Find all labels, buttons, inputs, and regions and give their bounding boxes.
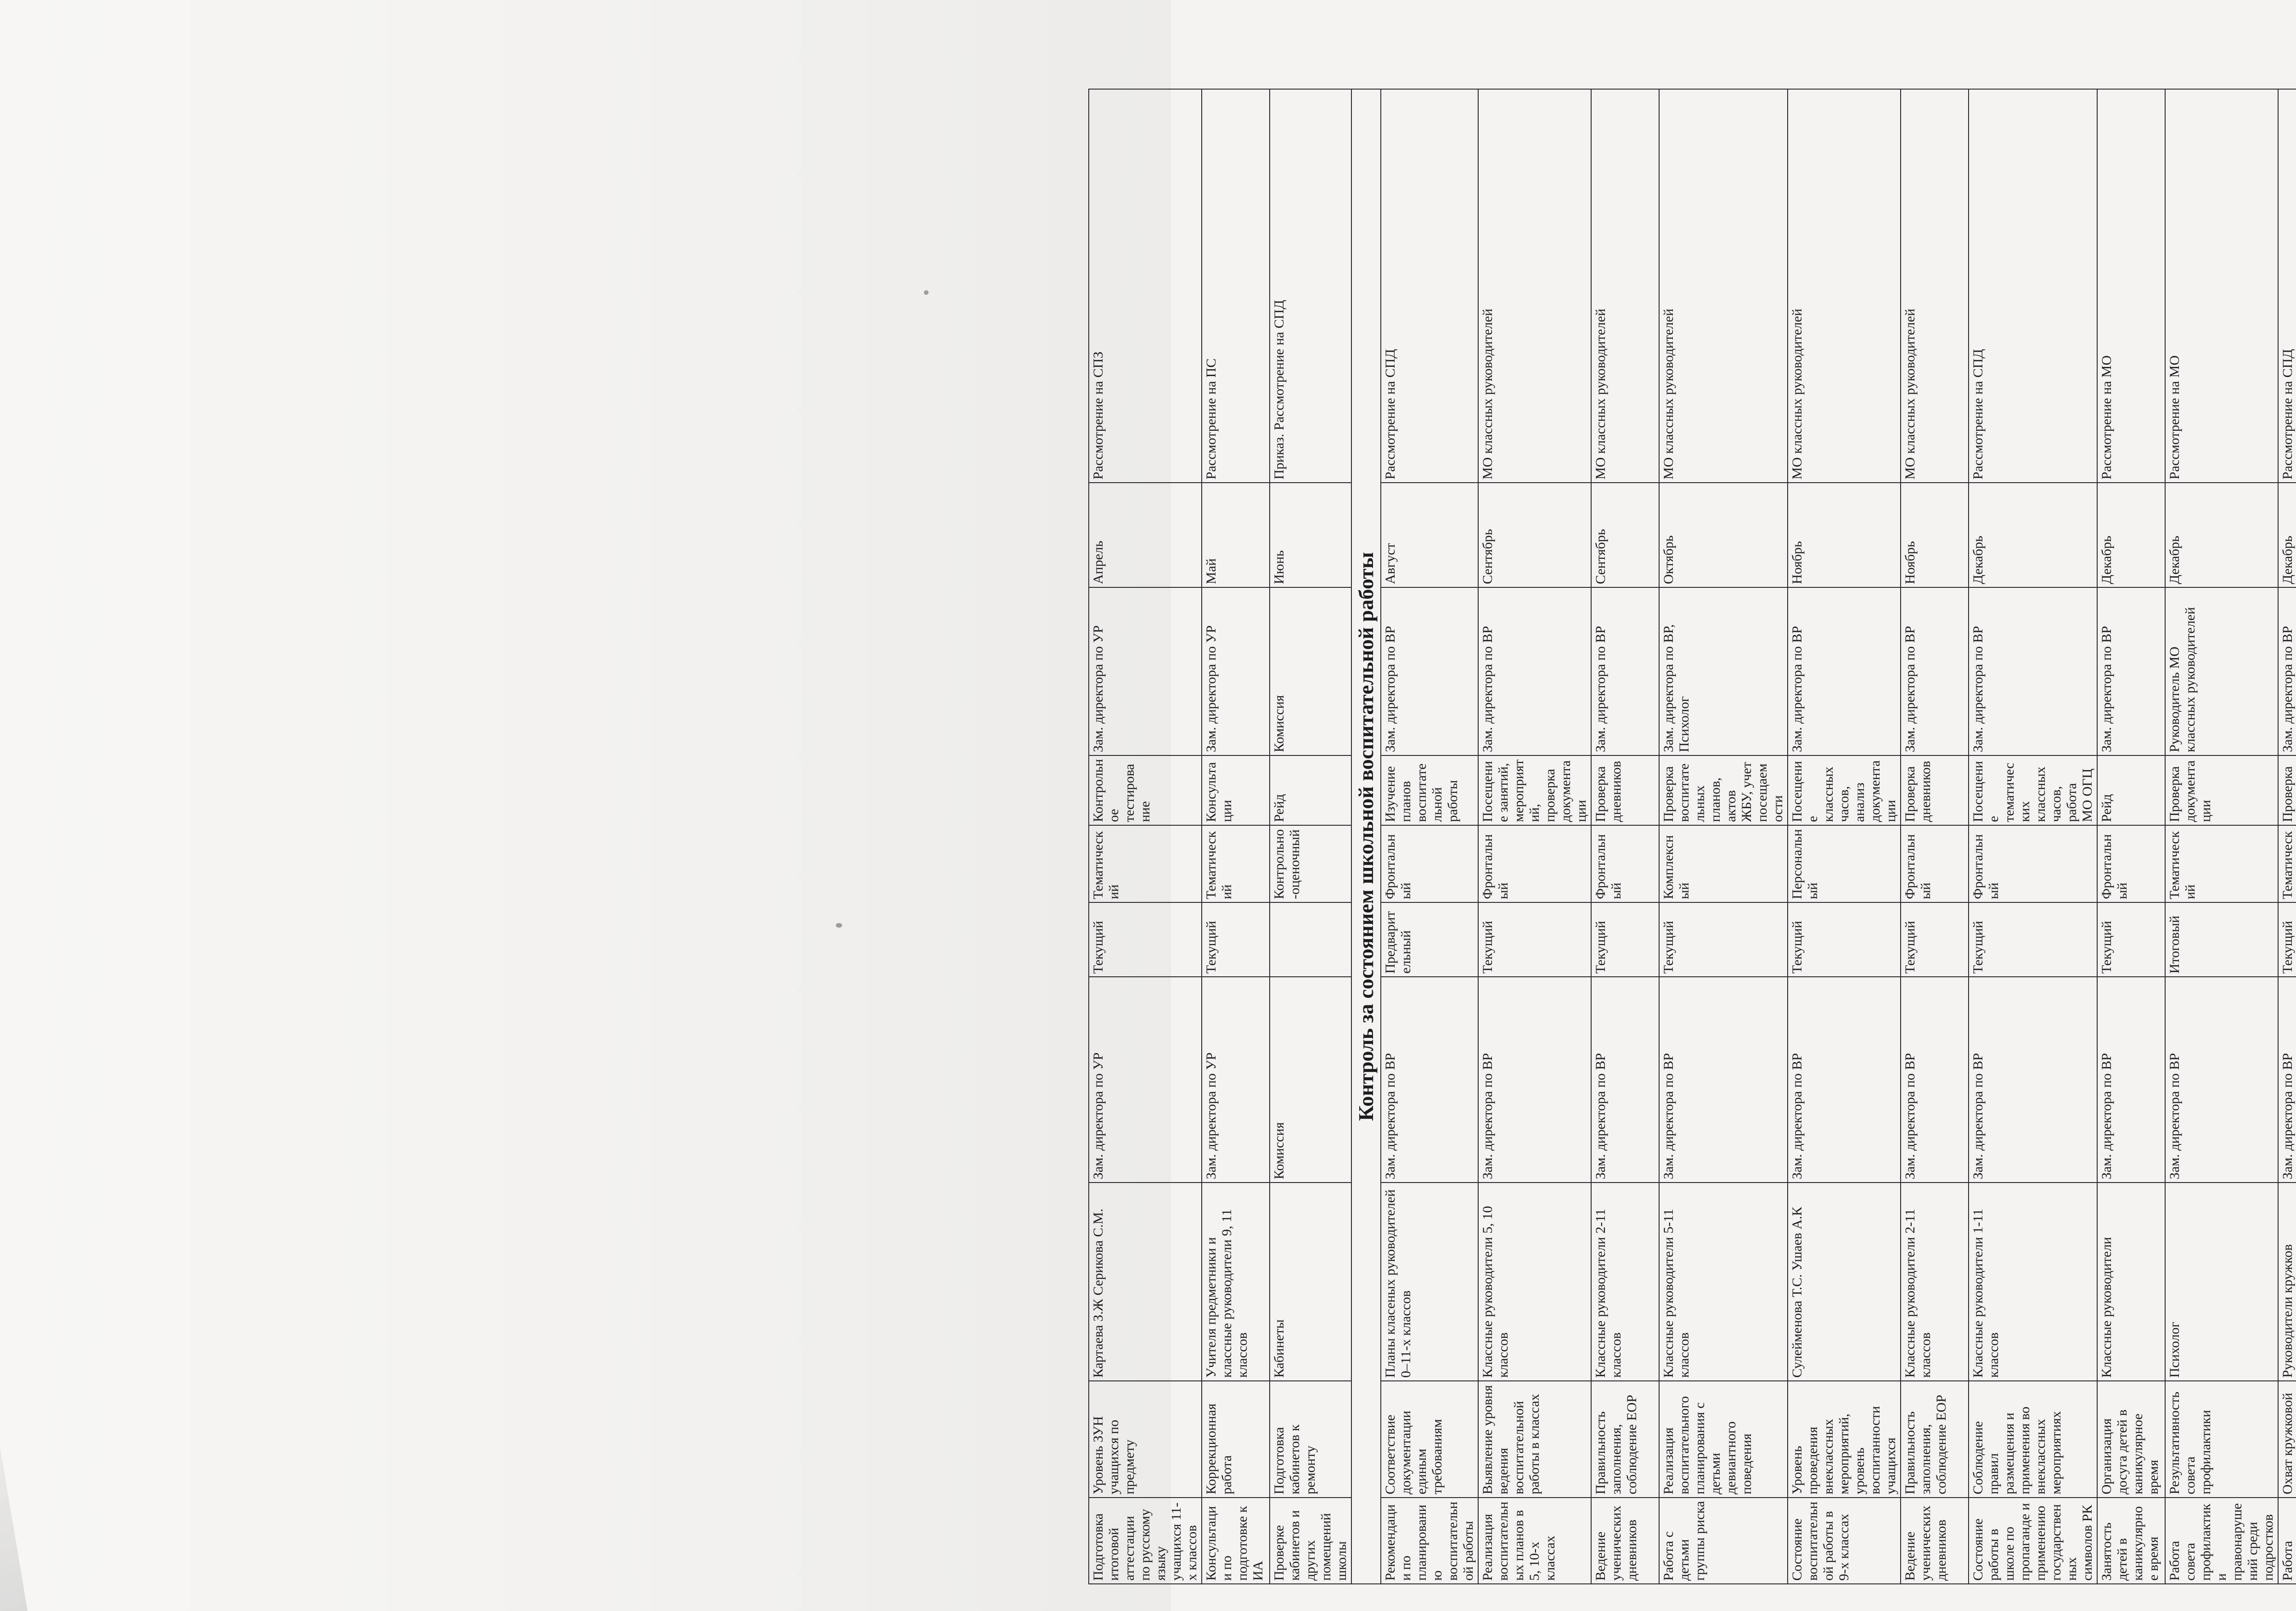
cell-result: МО классных руководителей xyxy=(1591,89,1659,483)
cell-executor: Зам. директора по ВР xyxy=(2097,587,2165,755)
table-row xyxy=(1270,89,1351,1584)
cell-result: МО классных руководителей xyxy=(1788,89,1901,483)
cell-goal: Реализация воспитательного планирования с детьми девиантного поведения xyxy=(1659,1381,1788,1498)
cell-stage: Текущий xyxy=(1089,902,1202,977)
cell-method: Проверка дневников xyxy=(1591,755,1659,825)
table-row xyxy=(1089,89,1202,1584)
cell-object: Проверке кабинетов и других помещений школы xyxy=(1270,1498,1351,1584)
cell-method: Посещение классных часов, анализ документации xyxy=(1788,755,1901,825)
cell-kind: Фронтальный xyxy=(2097,825,2165,902)
table-row xyxy=(1202,89,1270,1584)
cell-subjects: Классные руководители 5, 10 классов xyxy=(1478,1183,1591,1381)
cell-month: Май xyxy=(1202,483,1270,587)
cell-subjects: Сулейменова Т.С. Ушаев А.К xyxy=(1788,1183,1901,1381)
cell-executor: Зам. директора по ВР xyxy=(1788,587,1901,755)
cell-method: Проверка воспитательных планов, актов ЖБУ, учет посещаемости xyxy=(1659,755,1788,825)
table-row xyxy=(2165,89,2278,1584)
cell-subjects: Психолог xyxy=(2165,1183,2278,1381)
rotated-page-content xyxy=(1088,90,2295,1584)
cell-object: Работа совета профилактики правонарушений среди подростков xyxy=(2165,1498,2278,1584)
cell-subjects: Классные руководители 2-11 классов xyxy=(1901,1183,1969,1381)
cell-object: Подготовка итоговой аттестации по русскому языку учащихся 11-х классов xyxy=(1089,1498,1202,1584)
cell-goal: Результативность совета профилактики xyxy=(2165,1381,2278,1498)
cell-result: Рассмотрение на СПЗ xyxy=(1089,89,1202,483)
cell-method: Изучение планов воспитательной работы xyxy=(1381,755,1478,825)
cell-goal: Правильность заполнения, соблюдение ЕОР xyxy=(1591,1381,1659,1498)
cell-object: Консультации по подготовке к ИА xyxy=(1202,1498,1270,1584)
cell-result: Рассмотрение на СПД xyxy=(2278,89,2296,483)
cell-method: Консультации xyxy=(1202,755,1270,825)
cell-object: Состояние воспитательной работы в 9-х классах xyxy=(1788,1498,1901,1584)
table-row xyxy=(1478,89,1591,1584)
cell-result: МО классных руководителей xyxy=(1659,89,1788,483)
cell-kind: Фронтальный xyxy=(1901,825,1969,902)
cell-responsible: Зам. директора по ВР xyxy=(2165,977,2278,1183)
cell-responsible: Зам. директора по ВР xyxy=(1659,977,1788,1183)
cell-month: Октябрь xyxy=(1659,483,1788,587)
cell-kind: Тематическ xyxy=(2278,825,2296,902)
cell-responsible: Зам. директора по ВР xyxy=(1478,977,1591,1183)
cell-goal: Уровень проведения внеклассных мероприятий, уровень воспитанности учащихся xyxy=(1788,1381,1901,1498)
cell-month: Август xyxy=(1381,483,1478,587)
cell-object: Ведение ученических дневников xyxy=(1591,1498,1659,1584)
cell-executor: Руководитель МО классных руководителей xyxy=(2165,587,2278,755)
cell-result: Рассмотрение на МО xyxy=(2097,89,2165,483)
cell-result: Рассмотрение на СПД xyxy=(1969,89,2097,483)
cell-responsible: Зам. директора по ВР xyxy=(1901,977,1969,1183)
cell-executor: Зам. директора по ВР xyxy=(1591,587,1659,755)
table-row xyxy=(1788,89,1901,1584)
ink-speck xyxy=(836,923,842,928)
cell-responsible: Зам. директора по ВР xyxy=(1969,977,2097,1183)
section-title-row xyxy=(1351,89,1381,1584)
cell-executor: Зам. директора по ВР xyxy=(2278,587,2296,755)
cell-goal: Коррекционная работа xyxy=(1202,1381,1270,1498)
cell-stage: Текущий xyxy=(1659,902,1788,977)
cell-executor: Зам. директора по ВР xyxy=(1901,587,1969,755)
cell-responsible: Зам. директора по УР xyxy=(1089,977,1202,1183)
cell-object: Работа с детьми группы риска xyxy=(1659,1498,1788,1584)
table-row xyxy=(1969,89,2097,1584)
cell-kind: Контрольно-оценочный xyxy=(1270,825,1351,902)
cell-subjects: Кабинеты xyxy=(1270,1183,1351,1381)
cell-subjects: Классные руководители 2-11 классов xyxy=(1591,1183,1659,1381)
section-title: Контроль за состоянием школьной воспитательной работы xyxy=(1351,89,1381,1584)
cell-subjects: Классные руководители 5-11 классов xyxy=(1659,1183,1788,1381)
cell-subjects: Классные руководители 1-11 классов xyxy=(1969,1183,2097,1381)
cell-kind: Фронтальный xyxy=(1381,825,1478,902)
cell-kind: Комплексный xyxy=(1659,825,1788,902)
cell-result: МО классных руководителей xyxy=(1478,89,1591,483)
cell-method: Проверка xyxy=(2278,755,2296,825)
cell-responsible: Зам. директора по ВР xyxy=(1381,977,1478,1183)
cell-kind: Тематический xyxy=(1089,825,1202,902)
cell-result: Рассмотрение на МО xyxy=(2165,89,2278,483)
cell-kind: Фронтальный xyxy=(1478,825,1591,902)
cell-goal: Охват кружковой xyxy=(2278,1381,2296,1498)
cell-month: Декабрь xyxy=(2097,483,2165,587)
cell-method: Рейд xyxy=(2097,755,2165,825)
cell-stage: Итоговый xyxy=(2165,902,2278,977)
cell-executor: Зам. директора по УР xyxy=(1202,587,1270,755)
cell-object: Занятость детей в каникулярное время xyxy=(2097,1498,2165,1584)
cell-month: Декабрь xyxy=(2278,483,2296,587)
cell-executor: Комиссия xyxy=(1270,587,1351,755)
cell-result: МО классных руководителей xyxy=(1901,89,1969,483)
cell-stage: Текущий xyxy=(2278,902,2296,977)
cell-stage: Предварительный xyxy=(1381,902,1478,977)
cell-goal: Организация досуга детей в каникулярное время xyxy=(2097,1381,2165,1498)
cell-responsible: Комиссия xyxy=(1270,977,1351,1183)
cell-kind: Фронтальный xyxy=(1969,825,2097,902)
cell-month: Сентябрь xyxy=(1478,483,1591,587)
cell-month: Декабрь xyxy=(2165,483,2278,587)
cell-result: Приказ. Рассмотрение на СПД xyxy=(1270,89,1351,483)
cell-goal: Соблюдение правил размещения и применения во внеклассных мероприятиях xyxy=(1969,1381,2097,1498)
cell-kind: Персональный xyxy=(1788,825,1901,902)
cell-object: Состояние работы в школе по пропаганде и применению государственных символов РК xyxy=(1969,1498,2097,1584)
cell-method: Посещение тематических классных часов, работа МО ОГЦ xyxy=(1969,755,2097,825)
cell-method: Проверка документации xyxy=(2165,755,2278,825)
cell-result: Рассмотрение на ПС xyxy=(1202,89,1270,483)
table-row xyxy=(2097,89,2165,1584)
cell-executor: Зам. директора по УР xyxy=(1089,587,1202,755)
table-row xyxy=(1591,89,1659,1584)
cell-executor: Зам. директора по ВР xyxy=(1381,587,1478,755)
cell-subjects: Планы класеных руководителей 0–11-х классов xyxy=(1381,1183,1478,1381)
cell-stage xyxy=(1270,902,1351,977)
cell-responsible: Зам. директора по УР xyxy=(1202,977,1270,1183)
cell-stage: Текущий xyxy=(2097,902,2165,977)
cell-goal: Уровень ЗУН учащихся по предмету xyxy=(1089,1381,1202,1498)
cell-month: Ноябрь xyxy=(1788,483,1901,587)
cell-responsible: Зам. директора по ВР xyxy=(2097,977,2165,1183)
table-row xyxy=(1381,89,1478,1584)
cell-kind: Фронтальный xyxy=(1591,825,1659,902)
cell-subjects: Руководители кружков xyxy=(2278,1183,2296,1381)
control-plan-table xyxy=(1088,89,2296,1584)
cell-month: Сентябрь xyxy=(1591,483,1659,587)
cell-kind: Тематический xyxy=(2165,825,2278,902)
cell-method: Проверка дневников xyxy=(1901,755,1969,825)
ink-speck xyxy=(924,290,929,295)
cell-responsible: Зам. директора по ВР xyxy=(1788,977,1901,1183)
cell-goal: Подготовка кабинетов к ремонту xyxy=(1270,1381,1351,1498)
cell-month: Ноябрь xyxy=(1901,483,1969,587)
cell-stage: Текущий xyxy=(1478,902,1591,977)
cell-object: Работа xyxy=(2278,1498,2296,1584)
cell-stage: Текущий xyxy=(1969,902,2097,977)
cell-goal: Правильность заполнения, соблюдение ЕОР xyxy=(1901,1381,1969,1498)
cell-month: Декабрь xyxy=(1969,483,2097,587)
cell-stage: Текущий xyxy=(1202,902,1270,977)
cell-stage: Текущий xyxy=(1591,902,1659,977)
cell-stage: Текущий xyxy=(1788,902,1901,977)
cell-month: Июнь xyxy=(1270,483,1351,587)
cell-object: Ведение ученических дневников xyxy=(1901,1498,1969,1584)
cell-subjects: Классные руководители xyxy=(2097,1183,2165,1381)
table-row xyxy=(1901,89,1969,1584)
cell-object: Реализация воспитательных планов в 5, 10-х классах xyxy=(1478,1498,1591,1584)
cell-executor: Зам. директора по ВР xyxy=(1969,587,2097,755)
table-row xyxy=(2278,89,2296,1584)
cell-object: Рекомендации по планированию воспитательной работы xyxy=(1381,1498,1478,1584)
cell-subjects: Картаева З.Ж Серикова С.М. xyxy=(1089,1183,1202,1381)
cell-subjects: Учителя предметники и классные руководители 9, 11 классов xyxy=(1202,1183,1270,1381)
cell-method: Посещение занятий, мероприятий, проверка документации xyxy=(1478,755,1591,825)
cell-stage: Текущий xyxy=(1901,902,1969,977)
cell-executor: Зам. директора по ВР xyxy=(1478,587,1591,755)
cell-responsible: Зам. директора по ВР xyxy=(1591,977,1659,1183)
cell-goal: Соответствие документации единым требованиям xyxy=(1381,1381,1478,1498)
cell-executor: Зам. директора по ВР, Психолог xyxy=(1659,587,1788,755)
cell-method: Контрольное тестирование xyxy=(1089,755,1202,825)
cell-goal: Выявление уровня ведения воспитательной работы в классах xyxy=(1478,1381,1591,1498)
cell-responsible: Зам. директора по ВР xyxy=(2278,977,2296,1183)
cell-result: Рассмотрение на СПД xyxy=(1381,89,1478,483)
cell-kind: Тематический xyxy=(1202,825,1270,902)
cell-method: Рейд xyxy=(1270,755,1351,825)
table-row xyxy=(1659,89,1788,1584)
cell-month: Апрель xyxy=(1089,483,1202,587)
